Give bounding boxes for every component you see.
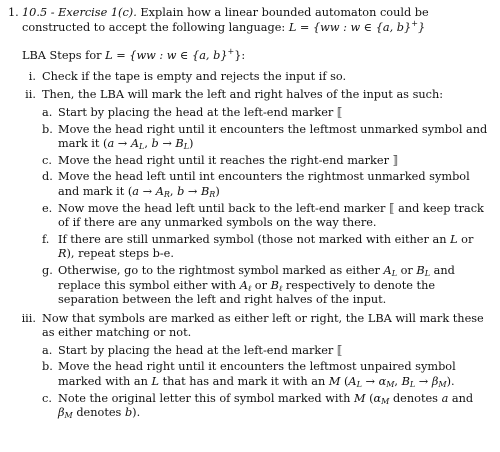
substep-marker: d. — [42, 170, 53, 184]
lba-steps-heading: LBA Steps for L = {ww : w ∈ {a, b}+}: — [22, 47, 246, 63]
substep-c — [42, 154, 490, 169]
substep-d — [42, 170, 490, 199]
substep-marker: e. — [42, 201, 53, 215]
substep-text: Move the head right until it encounters the leftmost unmarked symbol and mark it ($a \to A_L$, $b \to B_L$) — [58, 122, 488, 152]
substep-c — [42, 392, 490, 421]
substep-text: Move the head right until it encounters the leftmost unpaired symbol marked with an L that has and mark it with an M ($A_L \to \alpha_M$, $B_L \to \beta_M$). — [58, 360, 456, 390]
substep-text: Move the head left until int encounters the rightmost unmarked symbol and mark it ($a \to A_R$, $b \to B_R$) — [58, 170, 470, 199]
step-ii-text: Then, the LBA will mark the left and right halves of the input as such: — [42, 88, 444, 102]
step-i-text: Check if the tape is empty and rejects the input if so. — [42, 69, 347, 83]
substep-a — [42, 106, 490, 121]
substep-text: Otherwise, go to the rightmost symbol marked as either $A_L$ or $B_L$ and replace this symbol either with $A_\ell$ or $B_\ell$ respectively to denote the separation between the left and right halves of the input. — [58, 263, 455, 307]
exercise-language: L = {ww : w ∈ {a, b}+} — [288, 18, 426, 34]
step-i: i. Check if the tape is empty and rejects the input if so. — [28, 69, 347, 83]
substep-g — [42, 264, 490, 308]
substep-marker: b. — [42, 360, 53, 374]
substep-text: Start by placing the head at the left-end marker ⟦ — [58, 343, 343, 357]
substep-marker: g. — [42, 263, 53, 277]
substep-text: Note the original letter this of symbol marked with M ($\alpha_M$ denotes a and $\beta_M$ denotes b). — [58, 391, 474, 421]
substep-text: Start by placing the head at the left-end marker ⟦ — [58, 105, 343, 119]
exercise-ref: 10.5 - Exercise 1(c). — [22, 6, 137, 19]
substep-marker: a. — [42, 343, 53, 357]
substep-marker: a. — [42, 105, 53, 119]
substep-b — [42, 360, 490, 389]
step-ii-substeps — [42, 106, 490, 308]
exercise-text: Explain how a linear bounded automaton could be constructed to accept the following language: — [22, 6, 429, 34]
lba-steps-list — [22, 70, 490, 421]
substep-a — [42, 344, 490, 359]
exercise-block — [8, 6, 490, 421]
substep-marker: f. — [42, 232, 50, 246]
lba-steps-language: L = {ww : w ∈ {a, b}+ — [105, 47, 235, 63]
step-iii: iii. Now that symbols are marked as either left or right, the LBA will mark these as either matching or not. a. Start by placing the head at the left-end marker ⟦ b. Move the head right until it encounters the leftmost unpaired symbol marked with an L that has and mark it with an M ($A_L \to \alpha_M$, $B_L \to \beta_M$). c. Note the original letter this of symbol marked with M ($\alpha_M$ denotes a and $\beta_M$ denotes b). — [22, 312, 490, 421]
exercise-prompt — [22, 6, 490, 35]
substep-marker: c. — [42, 391, 52, 405]
substep-text: If there are still unmarked symbol (those not marked with either an L or R), repeat steps b-e. — [58, 232, 474, 261]
substep-marker: b. — [42, 122, 53, 136]
substep-e — [42, 202, 490, 231]
substep-text: Now move the head left until back to the left-end marker ⟦ and keep track of if there are any unmarked symbols on the way there. — [58, 201, 484, 230]
exercise-number: 1. — [8, 6, 19, 19]
step-ii: ii. Then, the LBA will mark the left and right halves of the input as such: a. Start by placing the head at the left-end marker ⟦ b. Move the head right until it encounters the leftmost unmarked symbol and mark it ($a \to A_L$, $b \to B_L$) c. Move the head right until it reaches the right-end marker ⟧ d. Move the head left until int encounters the rightmost unmarked symbol and mark it ($a \to A_R$, $b \to B_R$) e. Now move the head left until back to the left-end marker ⟦ and keep track of if there are any unmarked symbols on the way there. f. If there are still unmarked symbol (those not marked with either an L or R), repeat steps b-e. g. Otherwise, go to the rightmost symbol marked as either $A_L$ or $B_L$ and replace this symbol either with $A_\ell$ or $B_\ell$ respectively to denote the separation between the left and right halves of the input. — [22, 88, 490, 307]
step-iii-text: Now that symbols are marked as either left or right, the LBA will mark these as either matching or not. — [42, 311, 484, 340]
substep-text: Move the head right until it reaches the right-end marker ⟧ — [58, 153, 399, 167]
substep-b — [42, 123, 490, 152]
substep-f — [42, 233, 490, 262]
step-iii-substeps — [42, 344, 490, 421]
substep-marker: c. — [42, 153, 52, 167]
